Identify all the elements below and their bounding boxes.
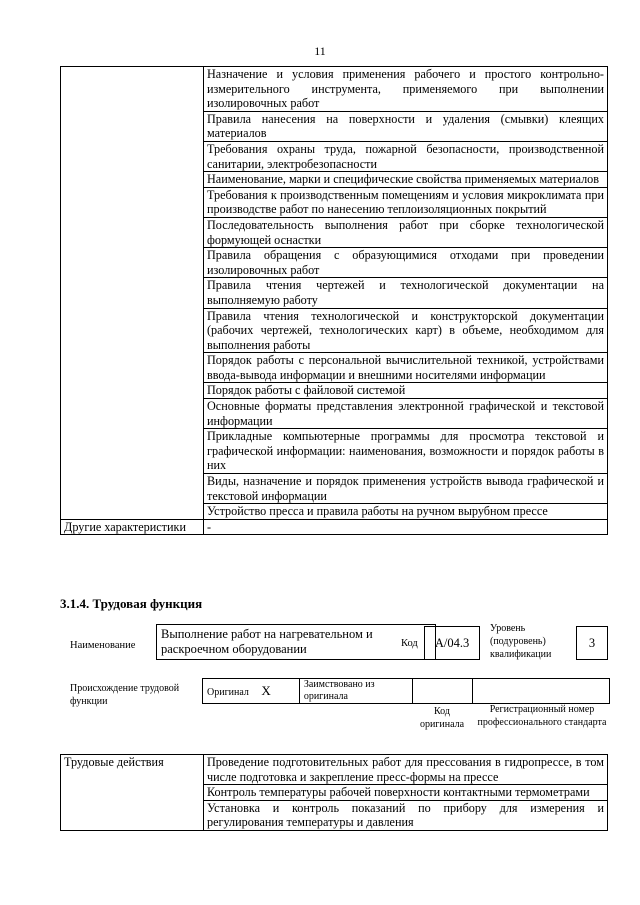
level-label: Уровень (подуровень) квалификации xyxy=(490,623,552,660)
empty-label-cell xyxy=(61,67,204,520)
reg-number-cell xyxy=(473,679,610,704)
action-item: Установка и контроль показаний по прибору для измерения и регулирования температуры и давления xyxy=(204,800,608,830)
knowledge-item: Порядок работы с персональной вычислительной техникой, устройствами ввода-вывода информации и внешними носителями информации xyxy=(204,353,608,383)
reg-caption: Регистрационный номер профессионального стандарта xyxy=(477,704,607,728)
function-name: Выполнение работ на нагревательном и раскроечном оборудовании xyxy=(156,624,436,660)
other-characteristics-value: - xyxy=(204,519,608,535)
knowledge-item: Порядок работы с файловой системой xyxy=(204,383,608,399)
origin-section xyxy=(60,678,610,744)
original-label: Оригинал xyxy=(207,687,249,698)
knowledge-item: Последовательность выполнения работ при сборке технологической формующей оснастки xyxy=(204,217,608,247)
knowledge-item: Устройство пресса и правила работы на ручном вырубном прессе xyxy=(204,504,608,520)
knowledge-table xyxy=(60,66,608,535)
original-code-cell xyxy=(412,679,473,704)
table-row xyxy=(61,67,608,112)
knowledge-item: Требования охраны труда, пожарной безопасности, производственной санитарии, электробезопасности xyxy=(204,141,608,171)
table-row xyxy=(61,519,608,535)
original-cell xyxy=(203,679,300,704)
table-row xyxy=(203,679,610,704)
original-mark: Х xyxy=(261,683,271,698)
knowledge-item: Назначение и условия применения рабочего и простого контрольно-измерительного инструмента, применяемого при выполнении изолировочных работ xyxy=(204,67,608,112)
knowledge-item: Правила чтения технологической и конструкторской документации (рабочих чертежей, технологических карт) в объеме, необходимом для выполнения работы xyxy=(204,308,608,353)
section-heading: 3.1.4. Трудовая функция xyxy=(60,596,203,611)
knowledge-item: Основные форматы представления электронной графической и текстовой информации xyxy=(204,399,608,429)
origin-label: Происхождение трудовой функции xyxy=(70,683,180,707)
knowledge-item: Требования к производственным помещениям и условия микроклимата при производстве работ по нанесению теплоизоляционных покрытий xyxy=(204,187,608,217)
action-item: Проведение подготовительных работ для прессования в гидропрессе, в том числе подготовка и закрепление пресс-формы на прессе xyxy=(204,755,608,785)
name-label: Наименование xyxy=(70,640,136,651)
actions-label: Трудовые действия xyxy=(61,755,204,831)
function-header xyxy=(60,622,610,666)
knowledge-item: Правила обращения с образующимися отходами при проведении изолировочных работ xyxy=(204,248,608,278)
knowledge-item: Наименование, марки и специфические свойства применяемых материалов xyxy=(204,172,608,188)
borrowed-label: Заимствовано из оригинала xyxy=(299,679,412,704)
page-number: 11 xyxy=(314,44,326,58)
knowledge-item: Правила нанесения на поверхности и удаления (смывки) клеящих материалов xyxy=(204,111,608,141)
code-label: Код xyxy=(401,638,418,649)
level-value: 3 xyxy=(576,626,608,660)
other-characteristics-label: Другие характеристики xyxy=(61,519,204,535)
knowledge-item: Виды, назначение и порядок применения устройств вывода графической и текстовой информации xyxy=(204,474,608,504)
code-caption: Код оригинала xyxy=(419,706,465,730)
knowledge-item: Прикладные компьютерные программы для просмотра текстовой и графической информации: наименования, возможности и порядок работы в них xyxy=(204,429,608,474)
knowledge-item: Правила чтения чертежей и технологической документации на выполняемую работу xyxy=(204,278,608,308)
table-row xyxy=(61,755,608,785)
function-code: А/04.3 xyxy=(424,626,480,660)
actions-table xyxy=(60,754,608,831)
action-item: Контроль температуры рабочей поверхности контактными термометрами xyxy=(204,785,608,801)
origin-table xyxy=(202,678,610,704)
